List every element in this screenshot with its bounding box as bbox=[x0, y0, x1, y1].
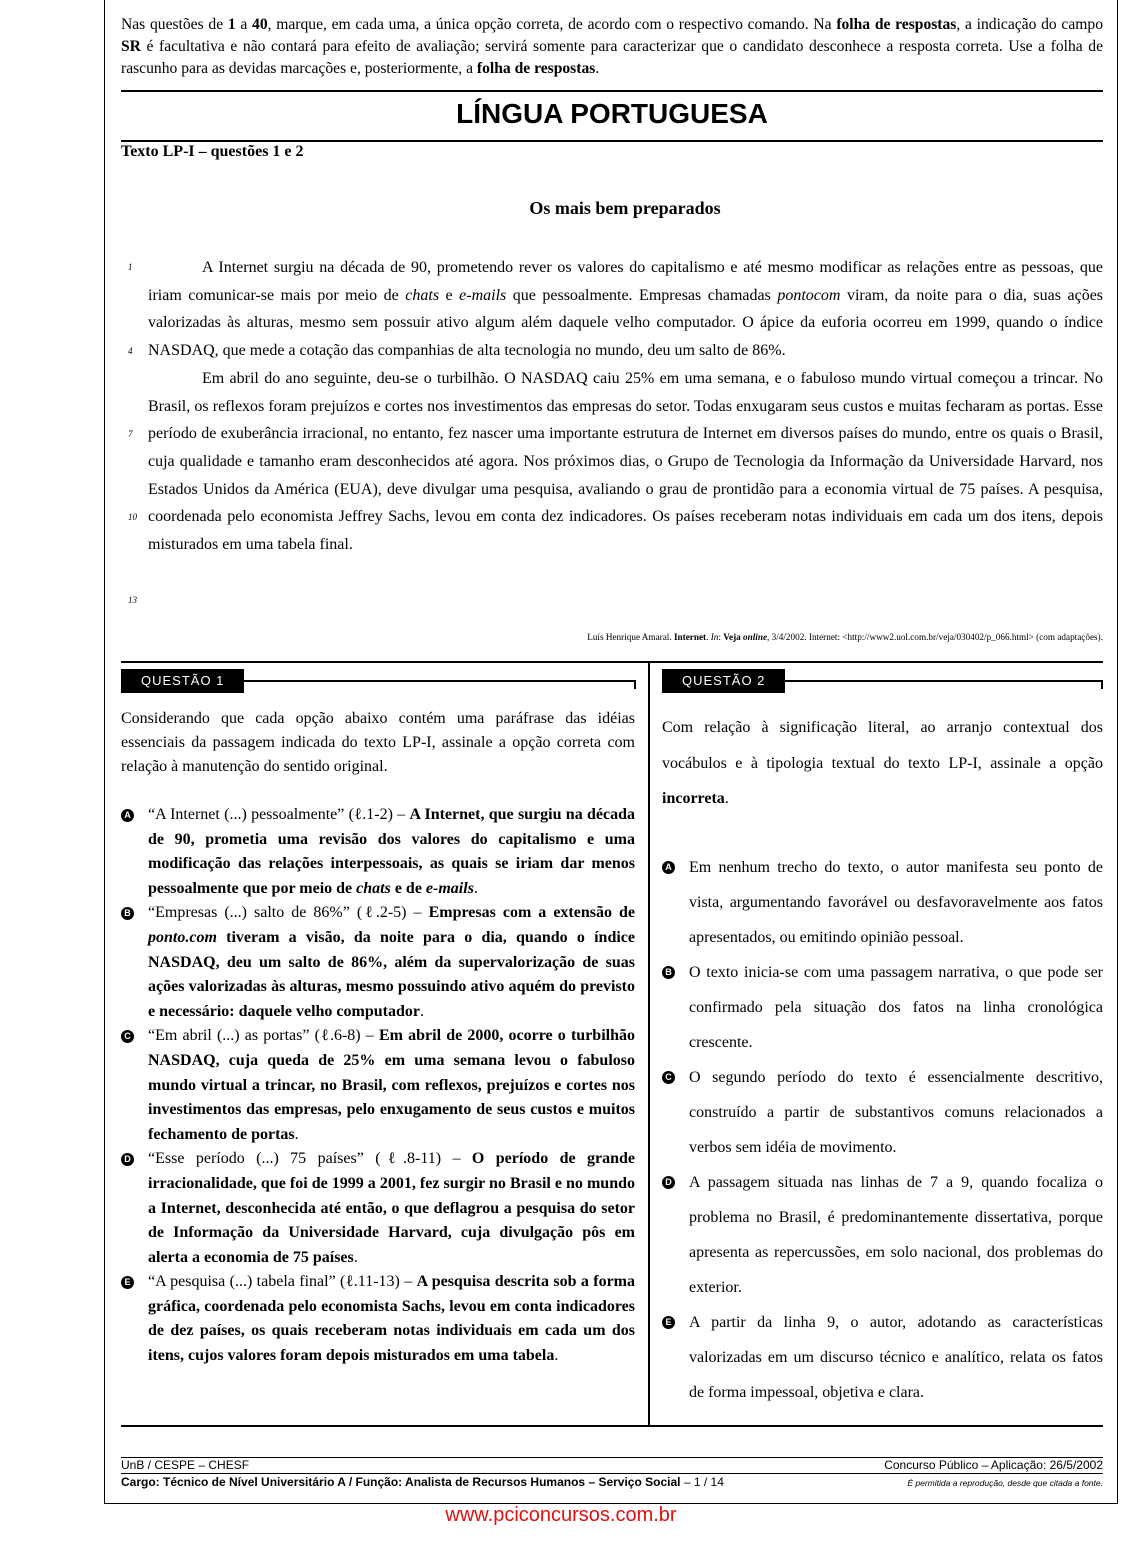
source-citation: Luís Henrique Amaral. Internet. In: Veja online, 3/4/2002. Internet: <http://www2.uol.com.br/veja/030402/p_066.html> (com adaptações). bbox=[587, 632, 1103, 642]
line-number: 4 bbox=[128, 346, 133, 356]
question-2-options bbox=[662, 850, 1103, 1410]
passage bbox=[148, 254, 1103, 559]
footer-exam-date: Concurso Público – Aplicação: 26/5/2002 bbox=[884, 1458, 1103, 1472]
option-letter-icon: A bbox=[121, 809, 134, 822]
site-watermark-link[interactable]: www.pciconcursos.com.br bbox=[445, 1504, 677, 1526]
option-c[interactable]: C O segundo período do texto é essencialmente descritivo, construído a partir de substantivos comuns relacionados a verbos sem idéia de movimento. bbox=[662, 1060, 1103, 1165]
question-1-options bbox=[121, 803, 635, 1369]
footer-divider bbox=[121, 1473, 1103, 1474]
option-letter-icon: D bbox=[121, 1153, 134, 1166]
option-a[interactable]: A “A Internet (...) pessoalmente” (ℓ.1-2) – A Internet, que surgiu na década de 90, prometia uma revisão dos valores do capitalismo e uma modificação das relações interpessoais, as quais se iriam dar menos pessoalmente que por meio de chats e de e-mails. bbox=[121, 803, 635, 901]
footer-reproduction-note: É permitida a reprodução, desde que citada a fonte. bbox=[907, 1478, 1103, 1488]
question-1-stem: Considerando que cada opção abaixo contém uma paráfrase das idéias essenciais da passagem indicada do texto LP-I, assinale a opção correta com relação à manutenção do sentido original. bbox=[121, 710, 635, 775]
header-rule bbox=[780, 680, 1103, 682]
divider bbox=[121, 661, 1103, 663]
option-d[interactable]: D “Esse período (...) 75 países” (ℓ.8-11) – O período de grande irracionalidade, que foi de 1999 a 2001, fez surgir no Brasil e no mundo a Internet, desconhecida até então, o que deflagrou a pesquisa do setor de Informação da Universidade Harvard, cuja divulgação pôs em alerta a economia de 75 países. bbox=[121, 1147, 635, 1270]
paragraph-1: A Internet surgiu na década de 90, prometendo rever os valores do capitalismo e até mesmo modificar as relações entre as pessoas, que iriam comunicar-se mais por meio de chats e e-mails que pessoalmente. Empresas chamadas pontocom viram, da noite para o dia, suas ações valorizadas às alturas, mesmo sem possuir ativo algum além daquele velho computador. O ápice da euforia ocorreu em 1999, quando o índice NASDAQ, que mede a cotação das companhias de alta tecnologia no mundo, deu um salto de 86%. bbox=[148, 259, 1104, 360]
text-title: Os mais bem preparados bbox=[529, 198, 721, 218]
option-c[interactable]: C “Em abril (...) as portas” (ℓ.6-8) – Em abril de 2000, ocorre o turbilhão NASDAQ, cuja queda de 25% em uma semana levou o fabuloso mundo virtual a trincar, no Brasil, com reflexos, prejuízos e cortes nos investimentos das empresas, pelo enxugamento de seus custos e muitos fechamento de portas. bbox=[121, 1024, 635, 1147]
column-separator bbox=[648, 662, 650, 1426]
option-letter-icon: B bbox=[662, 966, 675, 979]
option-letter-icon: C bbox=[662, 1071, 675, 1084]
question-2-stem: Com relação à significação literal, ao arranjo contextual dos vocábulos e à tipologia textual do texto LP-I, assinale a opção incorreta. bbox=[662, 719, 1103, 807]
option-letter-icon: D bbox=[662, 1176, 675, 1189]
question-2-header bbox=[662, 669, 1103, 693]
option-d[interactable]: D A passagem situada nas linhas de 7 a 9, quando focaliza o problema no Brasil, é predominantemente dissertativa, porque apresenta as repercussões, em solo nacional, dos problemas do exterior. bbox=[662, 1165, 1103, 1305]
option-letter-icon: A bbox=[662, 861, 675, 874]
option-e[interactable]: E “A pesquisa (...) tabela final” (ℓ.11-13) – A pesquisa descrita sob a forma gráfica, coordenada pelo economista Sachs, levou em conta indicadores de dez países, os quais receberam notas individuais em cada um dos itens, cujos valores foram depois misturados em uma tabela. bbox=[121, 1270, 635, 1368]
option-a[interactable]: A Em nenhum trecho do texto, o autor manifesta seu ponto de vista, argumentando favorável ou desfavoravelmente aos fatos apresentados, ou emitindo opinião pessoal. bbox=[662, 850, 1103, 955]
divider bbox=[121, 90, 1103, 92]
divider bbox=[121, 140, 1103, 142]
question-2-tag: QUESTÃO 2 bbox=[662, 669, 785, 693]
header-rule bbox=[239, 680, 636, 682]
section-title: LÍNGUA PORTUGUESA bbox=[456, 98, 768, 129]
line-number: 10 bbox=[128, 512, 137, 522]
question-1-tag: QUESTÃO 1 bbox=[121, 669, 244, 693]
line-number: 1 bbox=[128, 262, 133, 272]
option-letter-icon: C bbox=[121, 1030, 134, 1043]
option-b[interactable]: B O texto inicia-se com uma passagem narrativa, o que pode ser confirmado pela situação dos fatos na linha cronológica crescente. bbox=[662, 955, 1103, 1060]
question-1-header bbox=[121, 669, 636, 693]
footer-institution: UnB / CESPE – CHESF bbox=[121, 1458, 250, 1472]
instructions: Nas questões de 1 a 40, marque, em cada uma, a única opção correta, de acordo com o respectivo comando. Na folha de respostas, a indicação do campo SR é facultativa e não contará para efeito de avaliação; servirá somente para caracterizar que o candidato desconhece a resposta correta. Use a folha de rascunho para as devidas marcações e, posteriormente, a folha de respostas. bbox=[121, 16, 1103, 77]
option-letter-icon: E bbox=[121, 1276, 134, 1289]
option-letter-icon: E bbox=[662, 1316, 675, 1329]
option-e[interactable]: E A partir da linha 9, o autor, adotando as características valorizadas em um discurso técnico e analítico, relata os fatos de forma impessoal, objetiva e clara. bbox=[662, 1305, 1103, 1410]
line-number: 7 bbox=[128, 429, 133, 439]
divider bbox=[121, 1425, 1103, 1427]
texto-label: Texto LP-I – questões 1 e 2 bbox=[121, 143, 304, 160]
line-number: 13 bbox=[128, 595, 137, 605]
option-letter-icon: B bbox=[121, 907, 134, 920]
footer-cargo: Cargo: Técnico de Nível Universitário A / Função: Analista de Recursos Humanos – Serviço Social – 1 / 14 bbox=[121, 1475, 724, 1489]
header-tick bbox=[1101, 680, 1103, 689]
header-tick bbox=[634, 680, 636, 689]
paragraph-2: Em abril do ano seguinte, deu-se o turbilhão. O NASDAQ caiu 25% em uma semana, e o fabuloso mundo virtual começou a trincar. No Brasil, os reflexos foram prejuízos e cortes nos investimentos das empresas do setor. Todas enxugaram seus custos e muitas fecharam as portas. Esse período de exuberância irracional, no entanto, fez nascer uma importante estrutura de Internet em diversos países do mundo, entre os quais o Brasil, cuja qualidade e tamanho eram desconhecidos até agora. Nos próximos dias, o Grupo de Tecnologia da Informação da Universidade Harvard, nos Estados Unidos da América (EUA), deve divulgar uma pesquisa, avaliando o grau de prontidão para a economia virtual de 75 países. A pesquisa, coordenada pelo economista Jeffrey Sachs, levou em conta dez indicadores. Os países receberam notas individuais em cada um dos itens, depois misturados em uma tabela final. bbox=[148, 369, 1103, 554]
option-b[interactable]: B “Empresas (...) salto de 86%” (ℓ.2-5) – Empresas com a extensão de ponto.com tiveram a visão, da noite para o dia, quando o índice NASDAQ, deu um salto de 86%, além da supervalorização de suas ações valorizadas às alturas, mesmo possuindo ativo aquém do previsto e necessário: daquele velho computador. bbox=[121, 901, 635, 1024]
